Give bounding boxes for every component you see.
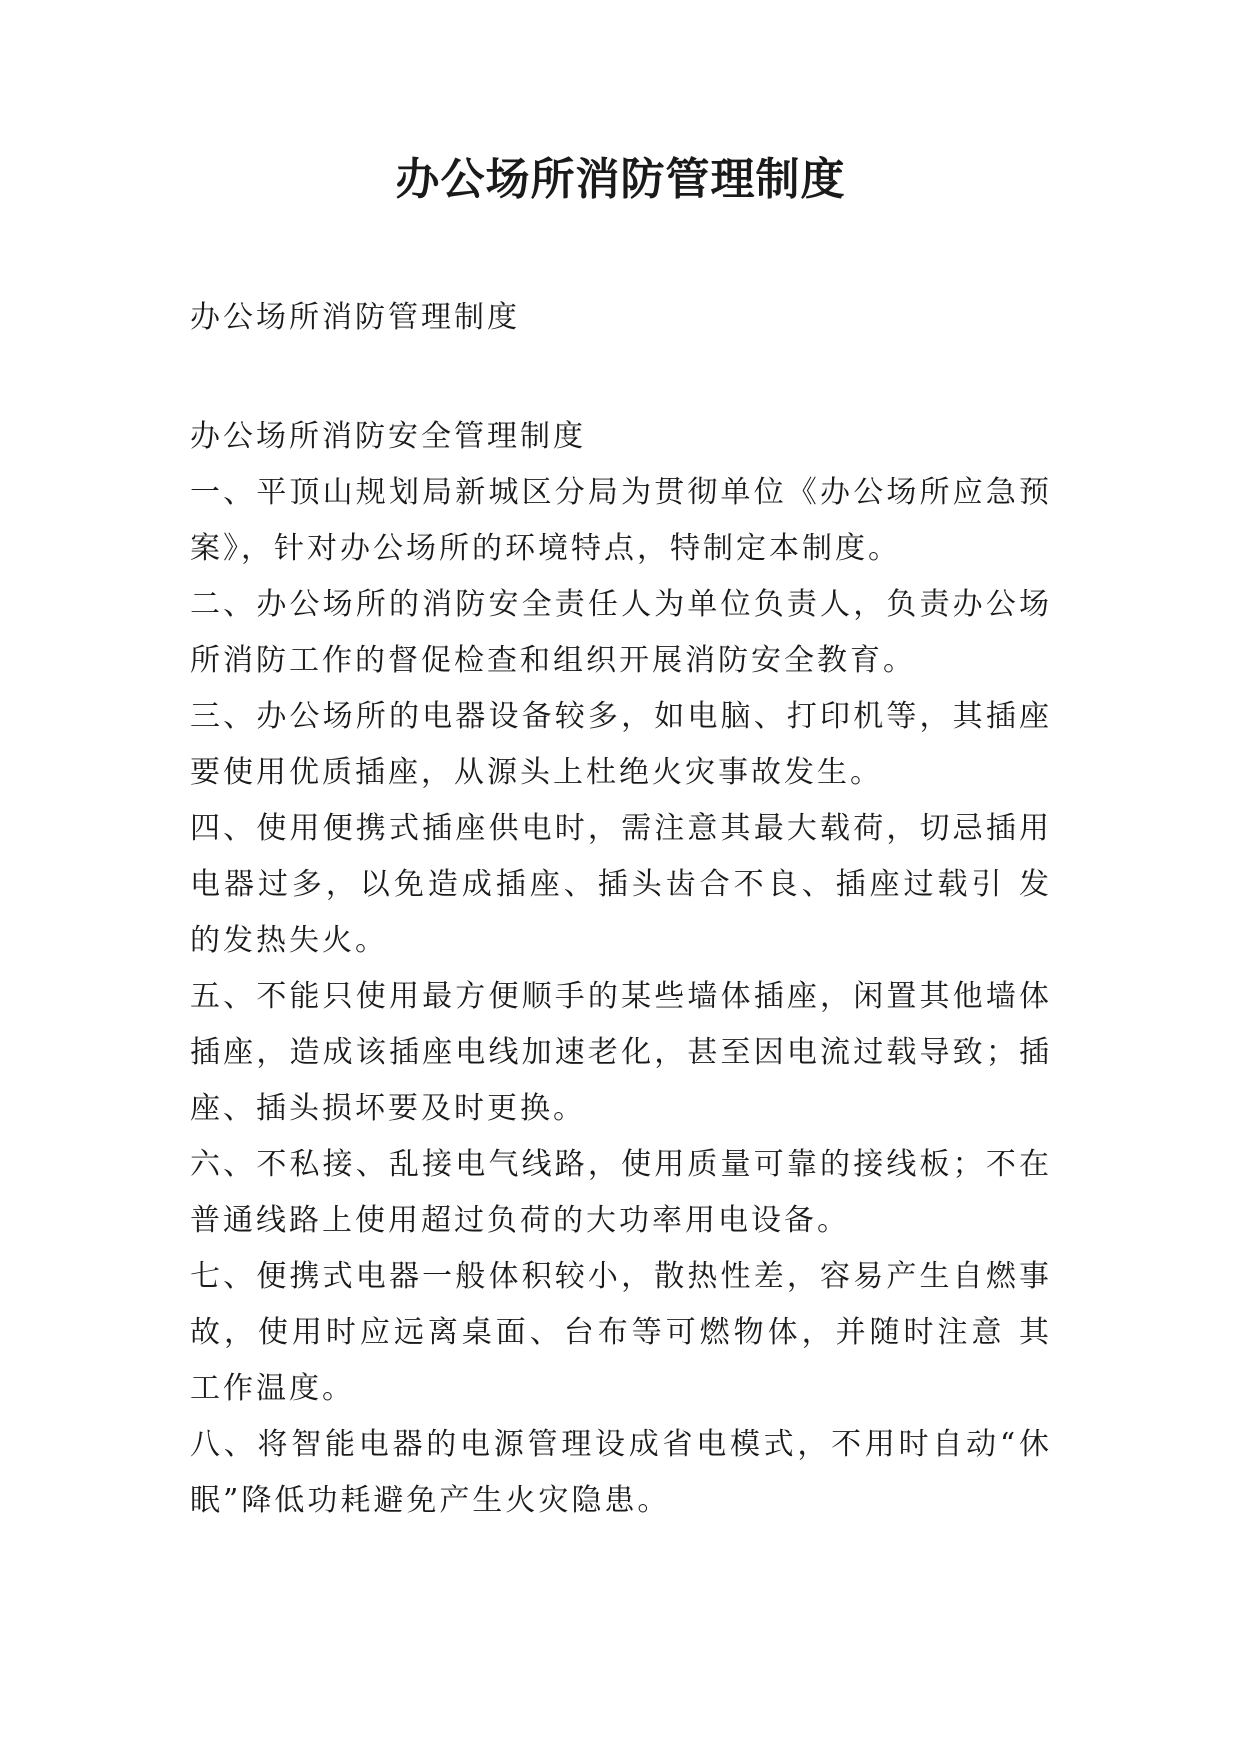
paragraph-2: 二、办公场所的消防安全责任人为单位负责人，负责办公场所消防工作的督促检查和组织开展消防安全教育。 [190, 587, 1052, 678]
paragraph-5: 五、不能只使用最方便顺手的某些墙体插座，闲置其他墙体插座，造成该插座电线加速老化，甚至因电流过载导致；插座、插头损坏要及时更换。 [190, 979, 1052, 1126]
paragraph-6: 六、不私接、乱接电气线路，使用质量可靠的接线板；不在普通线路上使用超过负荷的大功率用电设备。 [190, 1147, 1052, 1238]
paragraph-1: 一、平顶山规划局新城区分局为贯彻单位《办公场所应急预案》，针对办公场所的环境特点，特制定本制度。 [190, 475, 1052, 566]
paragraph-4: 四、使用便携式插座供电时，需注意其最大载荷，切忌插用电器过多，以免造成插座、插头齿合不良、插座过载引 发的发热失火。 [190, 811, 1052, 958]
document-title: 办公场所消防管理制度 [395, 154, 846, 205]
paragraph-7: 七、便携式电器一般体积较小，散热性差，容易产生自燃事故，使用时应远离桌面、台布等可燃物体，并随时注意 其工作温度。 [190, 1259, 1052, 1406]
document-body [190, 290, 1052, 1529]
body-heading: 办公场所消防管理制度 [190, 300, 520, 335]
paragraph-3: 三、办公场所的电器设备较多，如电脑、打印机等，其插座要使用优质插座，从源头上杜绝火灾事故发生。 [190, 699, 1052, 790]
section-heading: 办公场所消防安全管理制度 [190, 419, 586, 454]
paragraph-8: 八、将智能电器的电源管理设成省电模式，不用时自动“休眠”降低功耗避免产生火灾隐患。 [190, 1427, 1052, 1518]
